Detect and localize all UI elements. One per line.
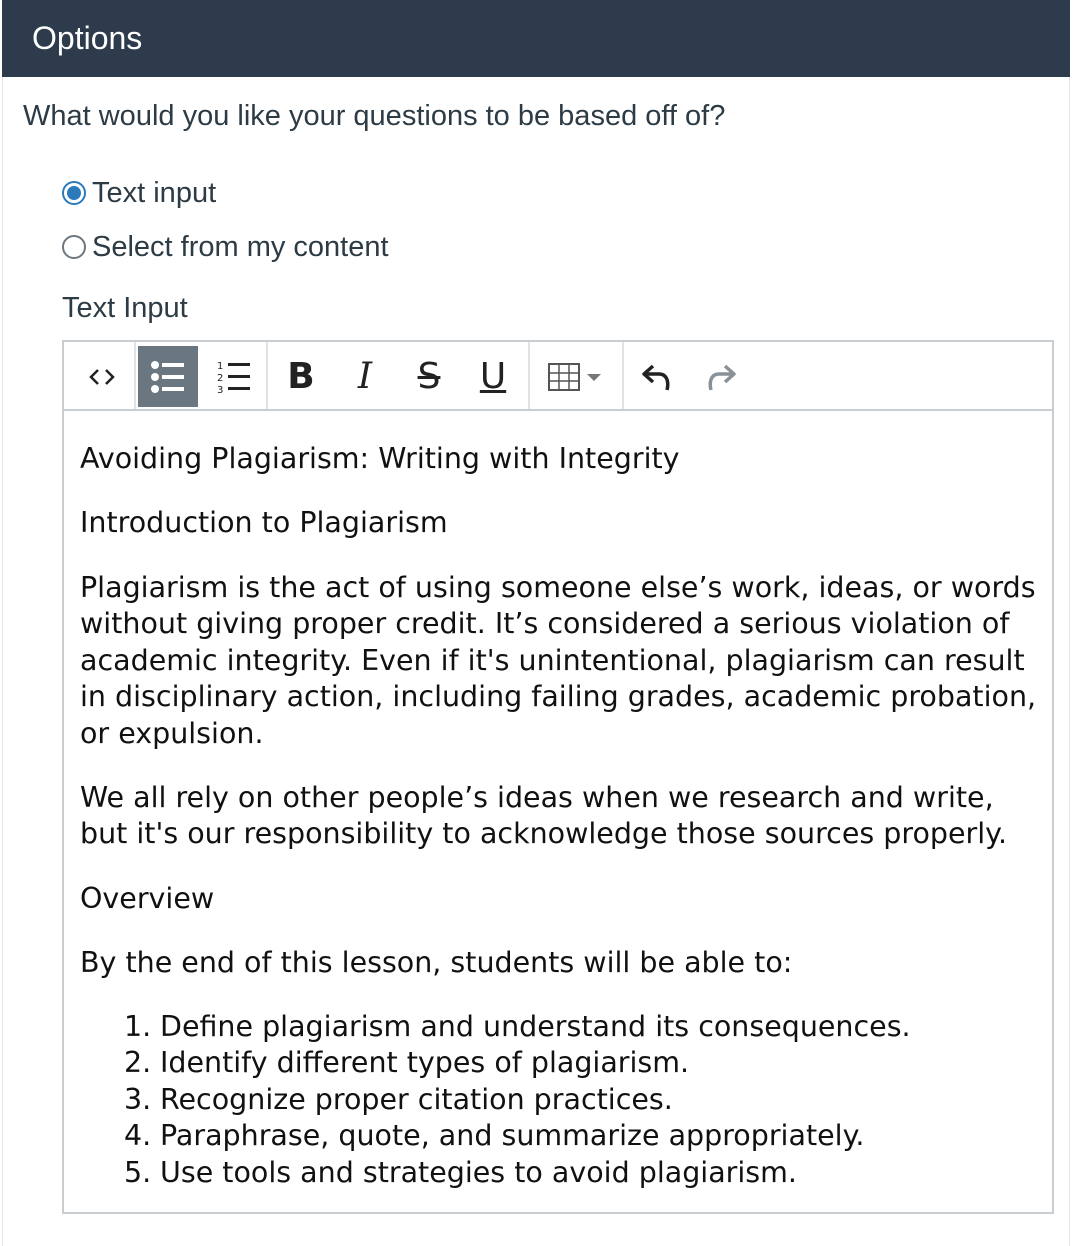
text-line: but it's our responsibility to acknowledge those sources properly. xyxy=(80,817,1008,851)
code-view-button[interactable] xyxy=(72,346,132,407)
list-text: Paraphrase, quote, and summarize appropriately. xyxy=(160,1119,865,1153)
strikethrough-icon: S xyxy=(417,356,441,397)
intro-heading: Introduction to Plagiarism xyxy=(80,506,448,539)
list-item xyxy=(80,1155,1040,1191)
second-paragraph xyxy=(80,780,1040,853)
list-number: 3. xyxy=(124,1082,152,1116)
list-number: 1. xyxy=(124,1010,152,1043)
italic-icon: I xyxy=(357,356,373,397)
radio-button-icon[interactable] xyxy=(62,235,86,259)
italic-button[interactable] xyxy=(340,346,390,407)
redo-button[interactable] xyxy=(696,346,746,407)
bulleted-list-button[interactable] xyxy=(138,346,198,407)
list-text: Recognize proper citation practices. xyxy=(160,1082,673,1116)
toolbar-divider xyxy=(622,342,624,409)
toolbar-divider xyxy=(266,342,268,409)
radio-text-input[interactable] xyxy=(62,177,216,209)
text-line: academic integrity. Even if it's unintentional, plagiarism can result xyxy=(80,643,1025,677)
intro-paragraph xyxy=(80,570,1040,752)
radio-button-checked-icon[interactable] xyxy=(62,181,86,205)
panel-title: Options xyxy=(32,20,143,56)
objectives-intro: By the end of this lesson, students will be able to: xyxy=(80,946,793,979)
text-line: Plagiarism is the act of using someone else’s work, ideas, or words xyxy=(80,571,1036,604)
text-input-label: Text Input xyxy=(62,292,188,324)
panel-header xyxy=(2,0,1070,77)
list-number: 2. xyxy=(124,1046,152,1080)
svg-text:1: 1 xyxy=(217,360,224,372)
toolbar-divider xyxy=(528,342,530,409)
table-button[interactable] xyxy=(538,346,612,407)
undo-icon xyxy=(641,362,673,392)
text-line: in disciplinary action, including failing grades, academic probation, xyxy=(80,680,1037,714)
svg-text:3: 3 xyxy=(217,384,224,394)
list-item xyxy=(80,1118,1040,1154)
numbered-list-icon xyxy=(216,360,252,394)
chevron-down-icon xyxy=(586,372,602,382)
editor-toolbar xyxy=(64,342,1052,411)
underline-icon: U xyxy=(479,356,507,397)
list-number: 5. xyxy=(124,1155,152,1189)
code-icon xyxy=(87,366,117,388)
bold-icon: B xyxy=(287,356,315,397)
list-text: Use tools and strategies to avoid plagiarism. xyxy=(160,1155,797,1189)
list-text: Define plagiarism and understand its consequences. xyxy=(160,1010,911,1043)
strikethrough-button[interactable] xyxy=(404,346,454,407)
text-line: We all rely on other people’s ideas when we research and write, xyxy=(80,781,994,814)
overview-heading: Overview xyxy=(80,882,215,915)
list-item xyxy=(80,1045,1040,1081)
table-icon xyxy=(548,363,582,391)
source-question: What would you like your questions to be based off of? xyxy=(23,100,726,132)
toolbar-divider xyxy=(134,342,136,409)
document-title: Avoiding Plagiarism: Writing with Integrity xyxy=(80,442,680,475)
radio-select-content[interactable] xyxy=(62,231,389,263)
list-text: Identify different types of plagiarism. xyxy=(160,1046,690,1080)
bulleted-list-icon xyxy=(150,360,186,394)
bold-button[interactable] xyxy=(276,346,326,407)
underline-button[interactable] xyxy=(468,346,518,407)
redo-icon xyxy=(705,362,737,392)
objectives-list xyxy=(80,1009,1040,1191)
numbered-list-button[interactable] xyxy=(204,346,264,407)
text-line: without giving proper credit. It’s considered a serious violation of xyxy=(80,607,1010,641)
text-line: or expulsion. xyxy=(80,716,264,750)
undo-button[interactable] xyxy=(632,346,682,407)
svg-text:2: 2 xyxy=(217,372,224,384)
list-number: 4. xyxy=(124,1119,152,1153)
radio-label: Text input xyxy=(92,176,217,209)
list-item xyxy=(80,1009,1040,1045)
list-item xyxy=(80,1082,1040,1118)
rich-text-editor[interactable] xyxy=(62,340,1054,1214)
radio-label: Select from my content xyxy=(92,230,389,263)
